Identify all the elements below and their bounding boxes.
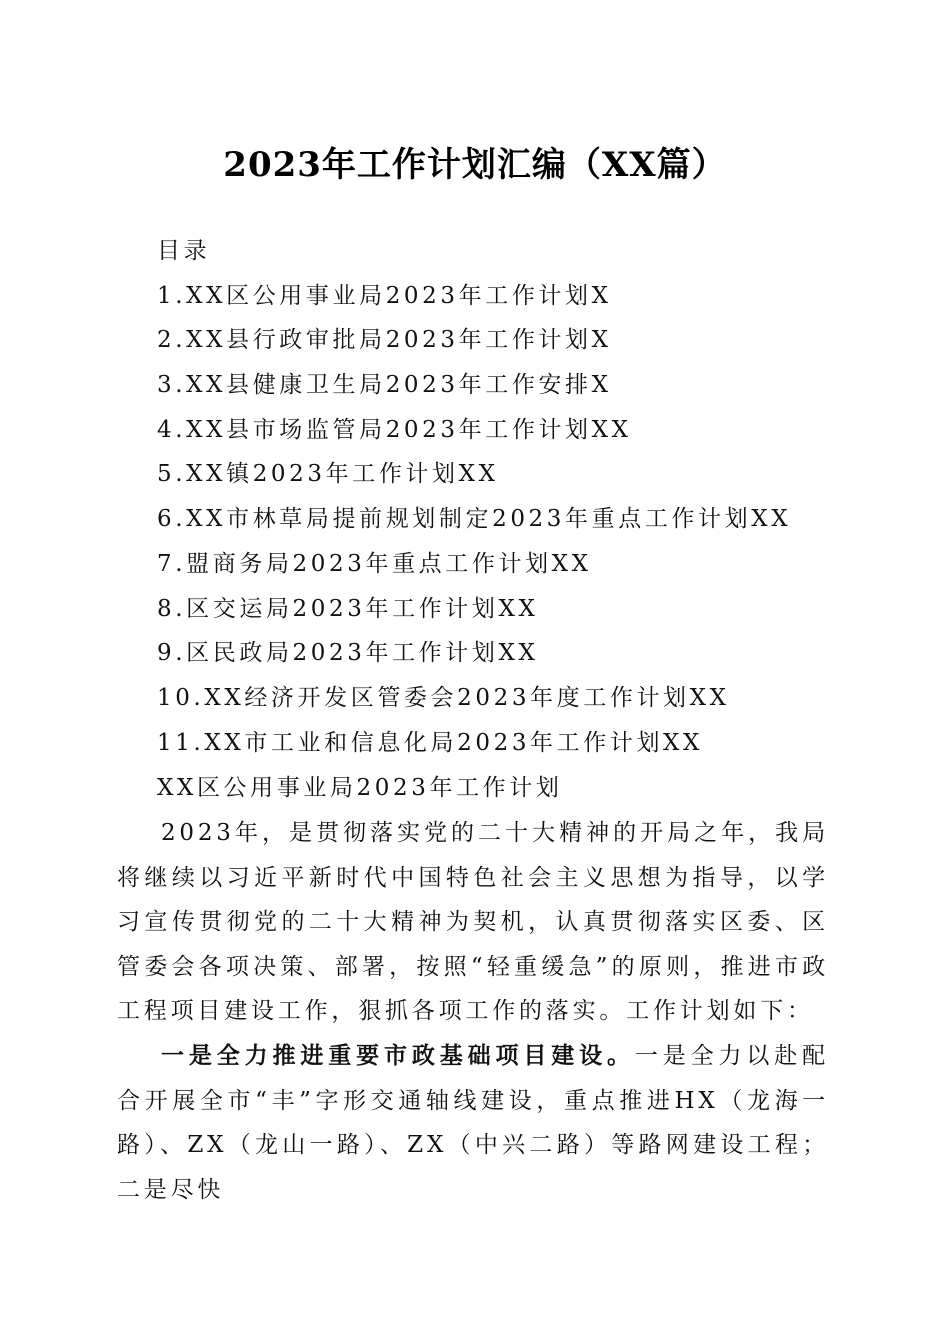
table-of-contents — [157, 233, 857, 769]
toc-item[interactable]: 5.XX镇2023年工作计划XX — [157, 461, 499, 488]
toc-item[interactable]: 6.XX市林草局提前规划制定2023年重点工作计划XX — [157, 506, 792, 533]
toc-item[interactable]: 10.XX经济开发区管委会2023年度工作计划XX — [157, 684, 730, 711]
toc-item[interactable]: 4.XX县市场监管局2023年工作计划XX — [157, 416, 632, 443]
document-title: 2023年工作计划汇编（XX篇） — [223, 145, 727, 185]
toc-item[interactable]: 8.区交运局2023年工作计划XX — [157, 595, 539, 622]
toc-heading: 目录 — [157, 238, 211, 264]
section-title: XX区公用事业局2023年工作计划 — [157, 775, 563, 801]
toc-item[interactable]: 2.XX县行政审批局2023年工作计划X — [157, 327, 612, 354]
toc-item[interactable]: 9.区民政局2023年工作计划XX — [157, 640, 539, 667]
body-paragraph: 2023年，是贯彻落实党的二十大精神的开局之年，我局将继续以习近平新时代中国特色社会主义思想为指导，以学习宣传贯彻党的二十大精神为契机，认真贯彻落实区委、区管委会各项决策、部署，按照“轻重缓急”的原则，推进市政工程项目建设工作，狠抓各项工作的落实。工作计划如下： — [117, 820, 829, 1025]
paragraph-body: 一是全力以赴配合开展全市“丰”字形交通轴线建设，重点推进HX（龙海一路）、ZX（龙山一路）、ZX（中兴二路）等路网建设工程；二是尽快 — [117, 1043, 829, 1203]
paragraph-lead: 一是全力推进重要市政基础项目建设。 — [161, 1042, 635, 1069]
toc-item[interactable]: 7.盟商务局2023年重点工作计划XX — [157, 550, 592, 577]
toc-item[interactable]: 3.XX县健康卫生局2023年工作安排X — [157, 372, 612, 399]
toc-item[interactable]: 1.XX区公用事业局2023年工作计划X — [157, 282, 612, 309]
body-paragraph — [117, 1034, 829, 1212]
toc-item[interactable]: 11.XX市工业和信息化局2023年工作计划XX — [157, 729, 704, 756]
